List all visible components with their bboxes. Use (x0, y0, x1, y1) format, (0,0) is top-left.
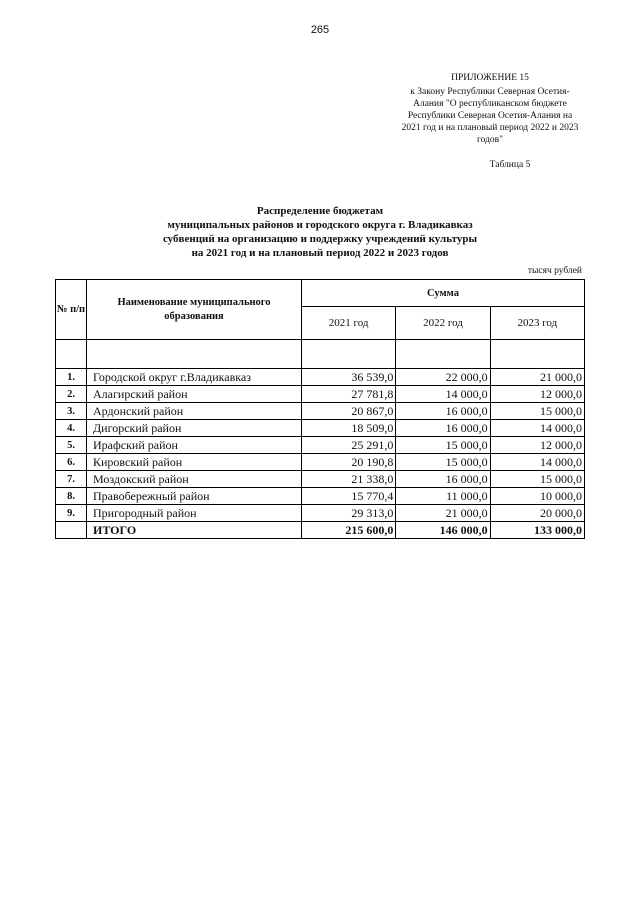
row-number: 4. (56, 420, 87, 437)
table-label: Таблица 5 (489, 160, 531, 170)
municipality-name: Ирафский район (87, 437, 302, 454)
row-number: 7. (56, 471, 87, 488)
amount-2021: 20 190,8 (302, 454, 396, 471)
page-number: 265 (310, 24, 330, 36)
amount-2023: 12 000,0 (490, 437, 584, 454)
amount-2023: 20 000,0 (490, 505, 584, 522)
amount-2023: 12 000,0 (490, 386, 584, 403)
amount-2023: 15 000,0 (490, 403, 584, 420)
title-line: субвенций на организацию и поддержку учреждений культуры (162, 233, 478, 245)
amount-2021: 20 867,0 (302, 403, 396, 420)
amount-2023: 14 000,0 (490, 454, 584, 471)
municipality-name: Дигорский район (87, 420, 302, 437)
amount-2022: 15 000,0 (396, 454, 490, 471)
row-number: 8. (56, 488, 87, 505)
col-header-sum: Сумма (302, 280, 585, 307)
amount-2022: 15 000,0 (396, 437, 490, 454)
amount-2022: 14 000,0 (396, 386, 490, 403)
row-number: 2. (56, 386, 87, 403)
amount-2021: 21 338,0 (302, 471, 396, 488)
amount-2021: 29 313,0 (302, 505, 396, 522)
appendix-line: 2021 год и на плановый период 2022 и 2023 (401, 123, 579, 133)
amount-2021: 36 539,0 (302, 369, 396, 386)
col-header-year: 2022 год (396, 307, 490, 340)
amount-2022: 16 000,0 (396, 403, 490, 420)
total-2023: 133 000,0 (490, 522, 584, 539)
total-2022: 146 000,0 (396, 522, 490, 539)
amount-2023: 14 000,0 (490, 420, 584, 437)
row-number: 5. (56, 437, 87, 454)
total-label: ИТОГО (87, 522, 302, 539)
row-number: 6. (56, 454, 87, 471)
amount-2023: 10 000,0 (490, 488, 584, 505)
table-row (56, 505, 585, 522)
municipality-name: Пригородный район (87, 505, 302, 522)
municipality-name: Моздокский район (87, 471, 302, 488)
municipality-name: Кировский район (87, 454, 302, 471)
municipality-name: Городской округ г.Владикавказ (87, 369, 302, 386)
table-row (56, 386, 585, 403)
table-row (56, 420, 585, 437)
appendix-line: годов" (476, 135, 504, 145)
table-row (56, 471, 585, 488)
table-row (56, 403, 585, 420)
amount-2022: 16 000,0 (396, 471, 490, 488)
amount-2023: 21 000,0 (490, 369, 584, 386)
amount-2022: 16 000,0 (396, 420, 490, 437)
amount-2021: 15 770,4 (302, 488, 396, 505)
amount-2021: 27 781,8 (302, 386, 396, 403)
table-row (56, 488, 585, 505)
amount-2022: 11 000,0 (396, 488, 490, 505)
appendix-line: Республики Северная Осетия-Алания на (407, 111, 573, 121)
total-no-cell (56, 522, 87, 539)
amount-2022: 21 000,0 (396, 505, 490, 522)
col-header-name: Наименование муниципального образования (87, 280, 302, 340)
title-line: муниципальных районов и городского округа г. Владикавказ (167, 219, 473, 231)
units-label: тысяч рублей (527, 266, 582, 276)
document-title (120, 204, 520, 260)
title-line: Распределение бюджетам (256, 205, 384, 217)
col-header-year: 2023 год (490, 307, 584, 340)
table-row (56, 454, 585, 471)
appendix-heading: ПРИЛОЖЕНИЕ 15 (451, 73, 529, 83)
title-line: на 2021 год и на плановый период 2022 и 2023 годов (191, 247, 449, 259)
appendix-line: Алания "О республиканском бюджете (413, 99, 567, 109)
col-header-year: 2021 год (302, 307, 396, 340)
municipality-name: Алагирский район (87, 386, 302, 403)
municipality-name: Правобережный район (87, 488, 302, 505)
municipality-name: Ардонский район (87, 403, 302, 420)
amount-2021: 18 509,0 (302, 420, 396, 437)
appendix-line: к Закону Республики Северная Осетия- (410, 87, 570, 97)
amount-2023: 15 000,0 (490, 471, 584, 488)
amount-2021: 25 291,0 (302, 437, 396, 454)
table-spacer-row (56, 340, 585, 369)
total-2021: 215 600,0 (302, 522, 396, 539)
amount-2022: 22 000,0 (396, 369, 490, 386)
row-number: 1. (56, 369, 87, 386)
row-number: 9. (56, 505, 87, 522)
col-header-no: № п/п (56, 280, 87, 340)
row-number: 3. (56, 403, 87, 420)
budget-table (55, 279, 585, 539)
table-row (56, 369, 585, 386)
appendix-note (392, 72, 588, 146)
total-row (56, 522, 585, 539)
table-row (56, 437, 585, 454)
